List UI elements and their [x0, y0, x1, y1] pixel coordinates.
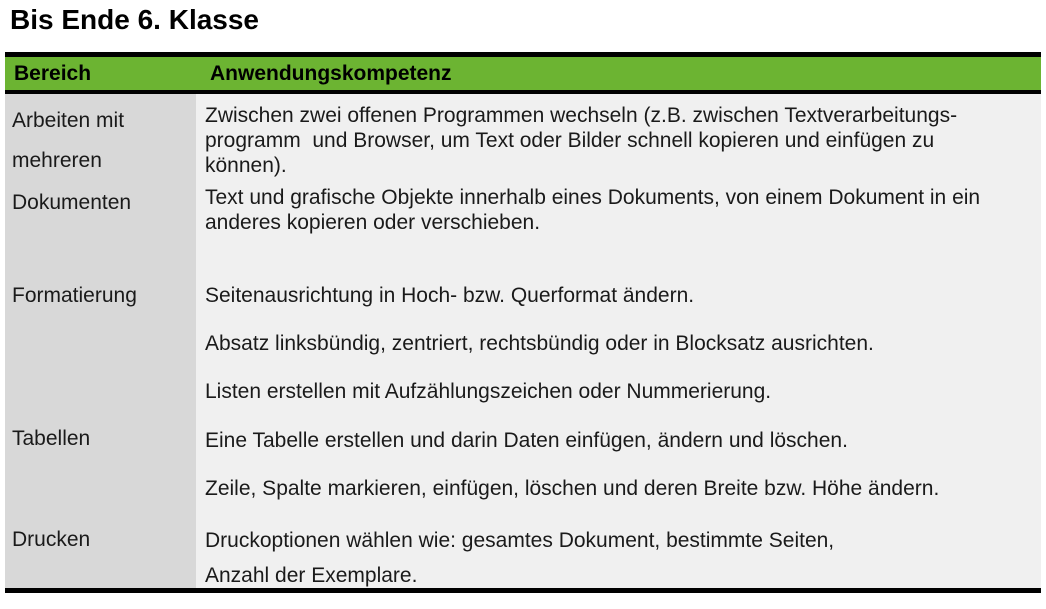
competence-item: Druckoptionen wählen wie: gesamtes Dokument, bestimmte Seiten, [205, 529, 835, 552]
column-header-bereich: Bereich [14, 61, 92, 85]
kompetenz-column [196, 94, 1041, 588]
competence-item: Text und grafische Objekte innerhalb eines Dokuments, von einem Dokument in ein anderes kopieren oder verschieben. [205, 186, 986, 234]
competence-item: Seitenausrichtung in Hoch- bzw. Querformat ändern. [205, 284, 695, 307]
competence-table [5, 52, 1041, 593]
page-title: Bis Ende 6. Klasse [10, 4, 260, 35]
competence-item: Zeile, Spalte markieren, einfügen, löschen und deren Breite bzw. Höhe ändern. [205, 477, 940, 500]
column-header-anwendungskompetenz: Anwendungskompetenz [210, 61, 452, 85]
competence-item: Listen erstellen mit Aufzählungszeichen oder Nummerierung. [205, 380, 772, 403]
bereich-label-line: Arbeiten mit [12, 109, 125, 132]
bereich-label-formatierung: Formatierung [12, 284, 137, 307]
competence-item: Anzahl der Exemplare. [205, 564, 418, 587]
bereich-column [5, 94, 196, 588]
bereich-label-tabellen: Tabellen [12, 427, 91, 450]
bereich-label-line: Dokumenten [12, 191, 132, 214]
table-header-row [5, 57, 1041, 94]
competence-item: Zwischen zwei offenen Programmen wechseln (z.B. zwischen Textverarbeitungs-programm und Browser, um Text oder Bilder schnell kopieren und einfügen zu können). [205, 104, 958, 177]
bereich-label-line: mehreren [12, 149, 102, 172]
bereich-label-drucken: Drucken [12, 528, 91, 551]
competence-item: Eine Tabelle erstellen und darin Daten einfügen, ändern und löschen. [205, 429, 848, 452]
table-body [5, 94, 1041, 588]
competence-item: Absatz linksbündig, zentriert, rechtsbündig oder in Blocksatz ausrichten. [205, 332, 874, 355]
